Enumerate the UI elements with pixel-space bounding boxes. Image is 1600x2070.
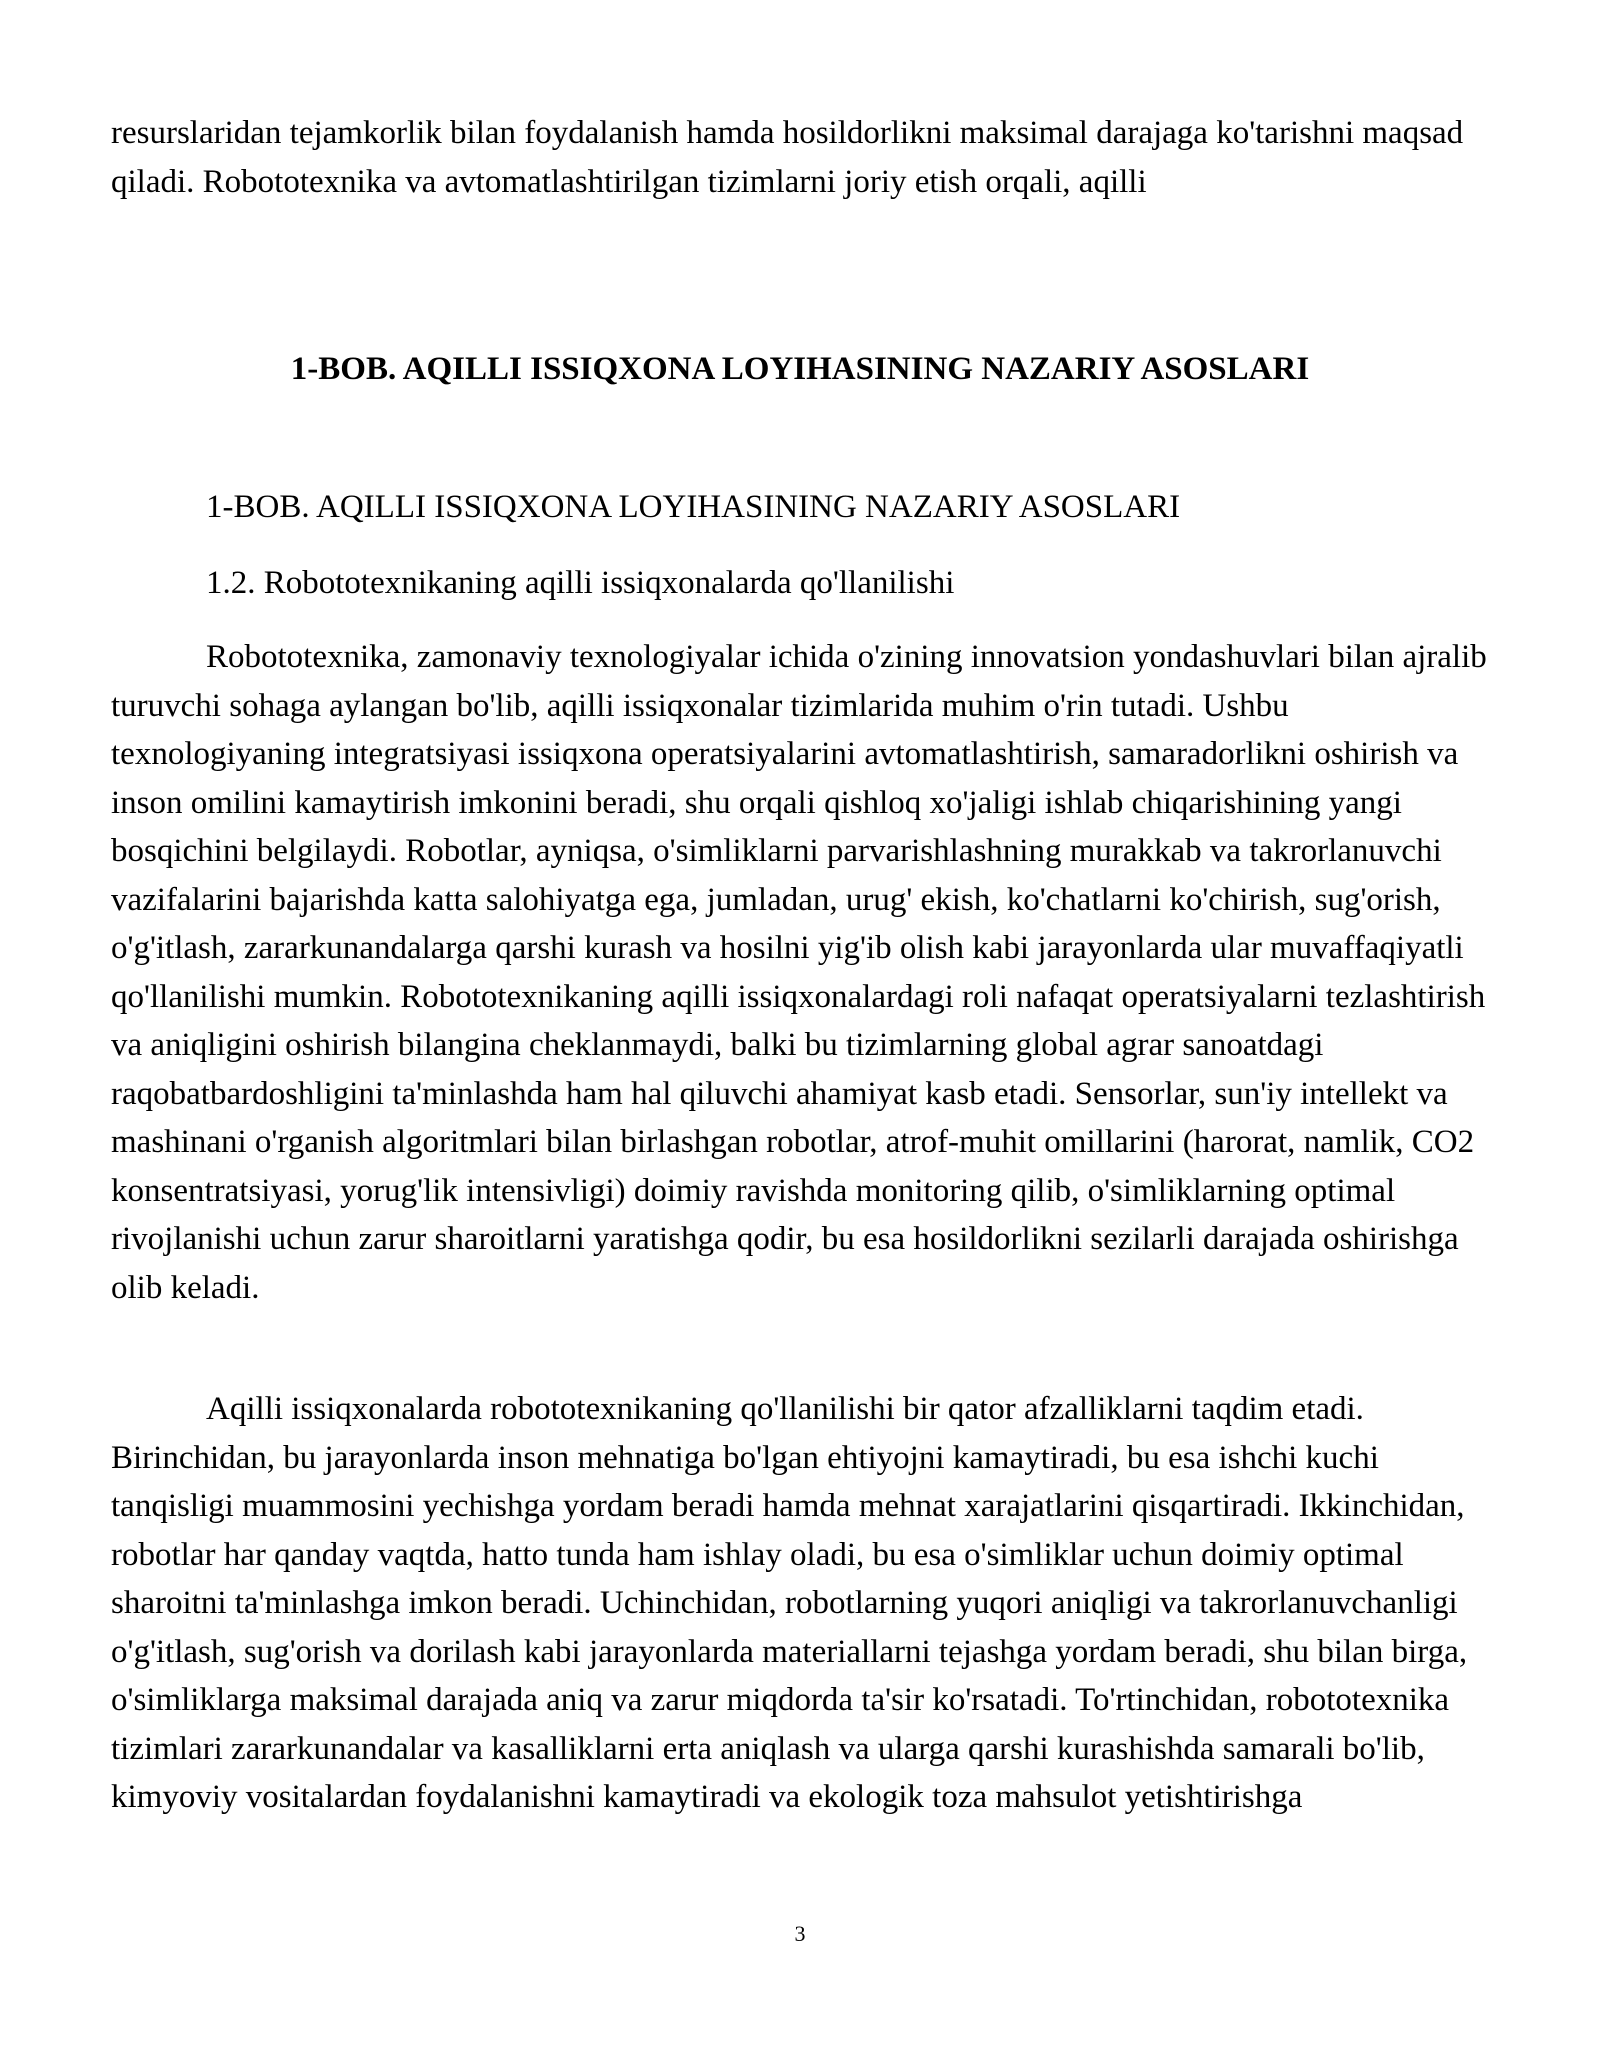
subsection-heading: 1.2. Robototexnikaning aqilli issiqxonalarda qo'llanilishi	[206, 565, 955, 601]
page-number: 3	[794, 1921, 806, 1946]
intro-paragraph: resurslaridan tejamkorlik bilan foydalanish hamda hosildorlikni maksimal darajaga ko'tarishni maqsad qiladi. Robototexnika va avtomatlashtirilgan tizimlarni joriy etish orqali, aqilli	[111, 115, 1464, 200]
chapter-heading: 1-BOB. AQILLI ISSIQXONA LOYIHASINING NAZARIY ASOSLARI	[290, 351, 1310, 387]
body-paragraph: Aqilli issiqxonalarda robototexnikaning qo'llanilishi bir qator afzalliklarni taqdim etadi. Birinchidan, bu jarayonlarda inson mehnatiga bo'lgan ehtiyojni kamaytiradi, bu esa ishchi kuchi tanqisligi muammosini yechishga yordam beradi hamda mehnat xarajatlarini qisqartiradi. Ikkinchidan, robotlar har qanday vaqtda, hatto tunda ham ishlay oladi, bu esa o'simliklar uchun doimiy optimal sharoitni ta'minlashga imkon beradi. Uchinchidan, robotlarning yuqori aniqligi va takrorlanuvchanligi o'g'itlash, sug'orish va dorilash kabi jarayonlarda materiallarni tejashga yordam beradi, shu bilan birga, o'simliklarga maksimal darajada aniq va zarur miqdorda ta'sir ko'rsatadi. To'rtinchidan, robototexnika tizimlari zararkunandalar va kasalliklarni erta aniqlash va ularga qarshi kurashishda samarali bo'lib, kimyoviy vositalardan foydalanishni kamaytiradi va ekologik toza mahsulot yetishtirishga	[111, 1391, 1468, 1815]
body-paragraph: Robototexnika, zamonaviy texnologiyalar ichida o'zining innovatsion yondashuvlari bilan ajralib turuvchi sohaga aylangan bo'lib, aqilli issiqxonalar tizimlarida muhim o'rin tutadi. Ushbu texnologiyaning integratsiyasi issiqxona operatsiyalarini avtomatlashtirish, samaradorlikni oshirish va inson omilini kamaytirish imkonini beradi, shu orqali qishloq xo'jaligi ishlab chiqarishining yangi bosqichini belgilaydi. Robotlar, ayniqsa, o'simliklarni parvarishlashning murakkab va takrorlanuvchi vazifalarini bajarishda katta salohiyatga ega, jumladan, urug' ekish, ko'chatlarni ko'chirish, sug'orish, o'g'itlash, zararkunandalarga qarshi kurash va hosilni yig'ib olish kabi jarayonlarda ular muvaffaqiyatli qo'llanilishi mumkin. Robototexnikaning aqilli issiqxonalardagi roli nafaqat operatsiyalarni tezlashtirish va aniqligini oshirish bilangina cheklanmaydi, balki bu tizimlarning global agrar sanoatdagi raqobatbardoshligini ta'minlashda ham hal qiluvchi ahamiyat kasb etadi. Sensorlar, sun'iy intellekt va mashinani o'rganish algoritmlari bilan birlashgan robotlar, atrof-muhit omillarini (harorat, namlik, CO2 konsentratsiyasi, yorug'lik intensivligi) doimiy ravishda monitoring qilib, o'simliklarning optimal rivojlanishi uchun zarur sharoitlarni yaratishga qodir, bu esa hosildorlikni sezilarli darajada oshirishga olib keladi.	[111, 639, 1487, 1306]
section-heading: 1-BOB. AQILLI ISSIQXONA LOYIHASINING NAZARIY ASOSLARI	[206, 489, 1181, 525]
